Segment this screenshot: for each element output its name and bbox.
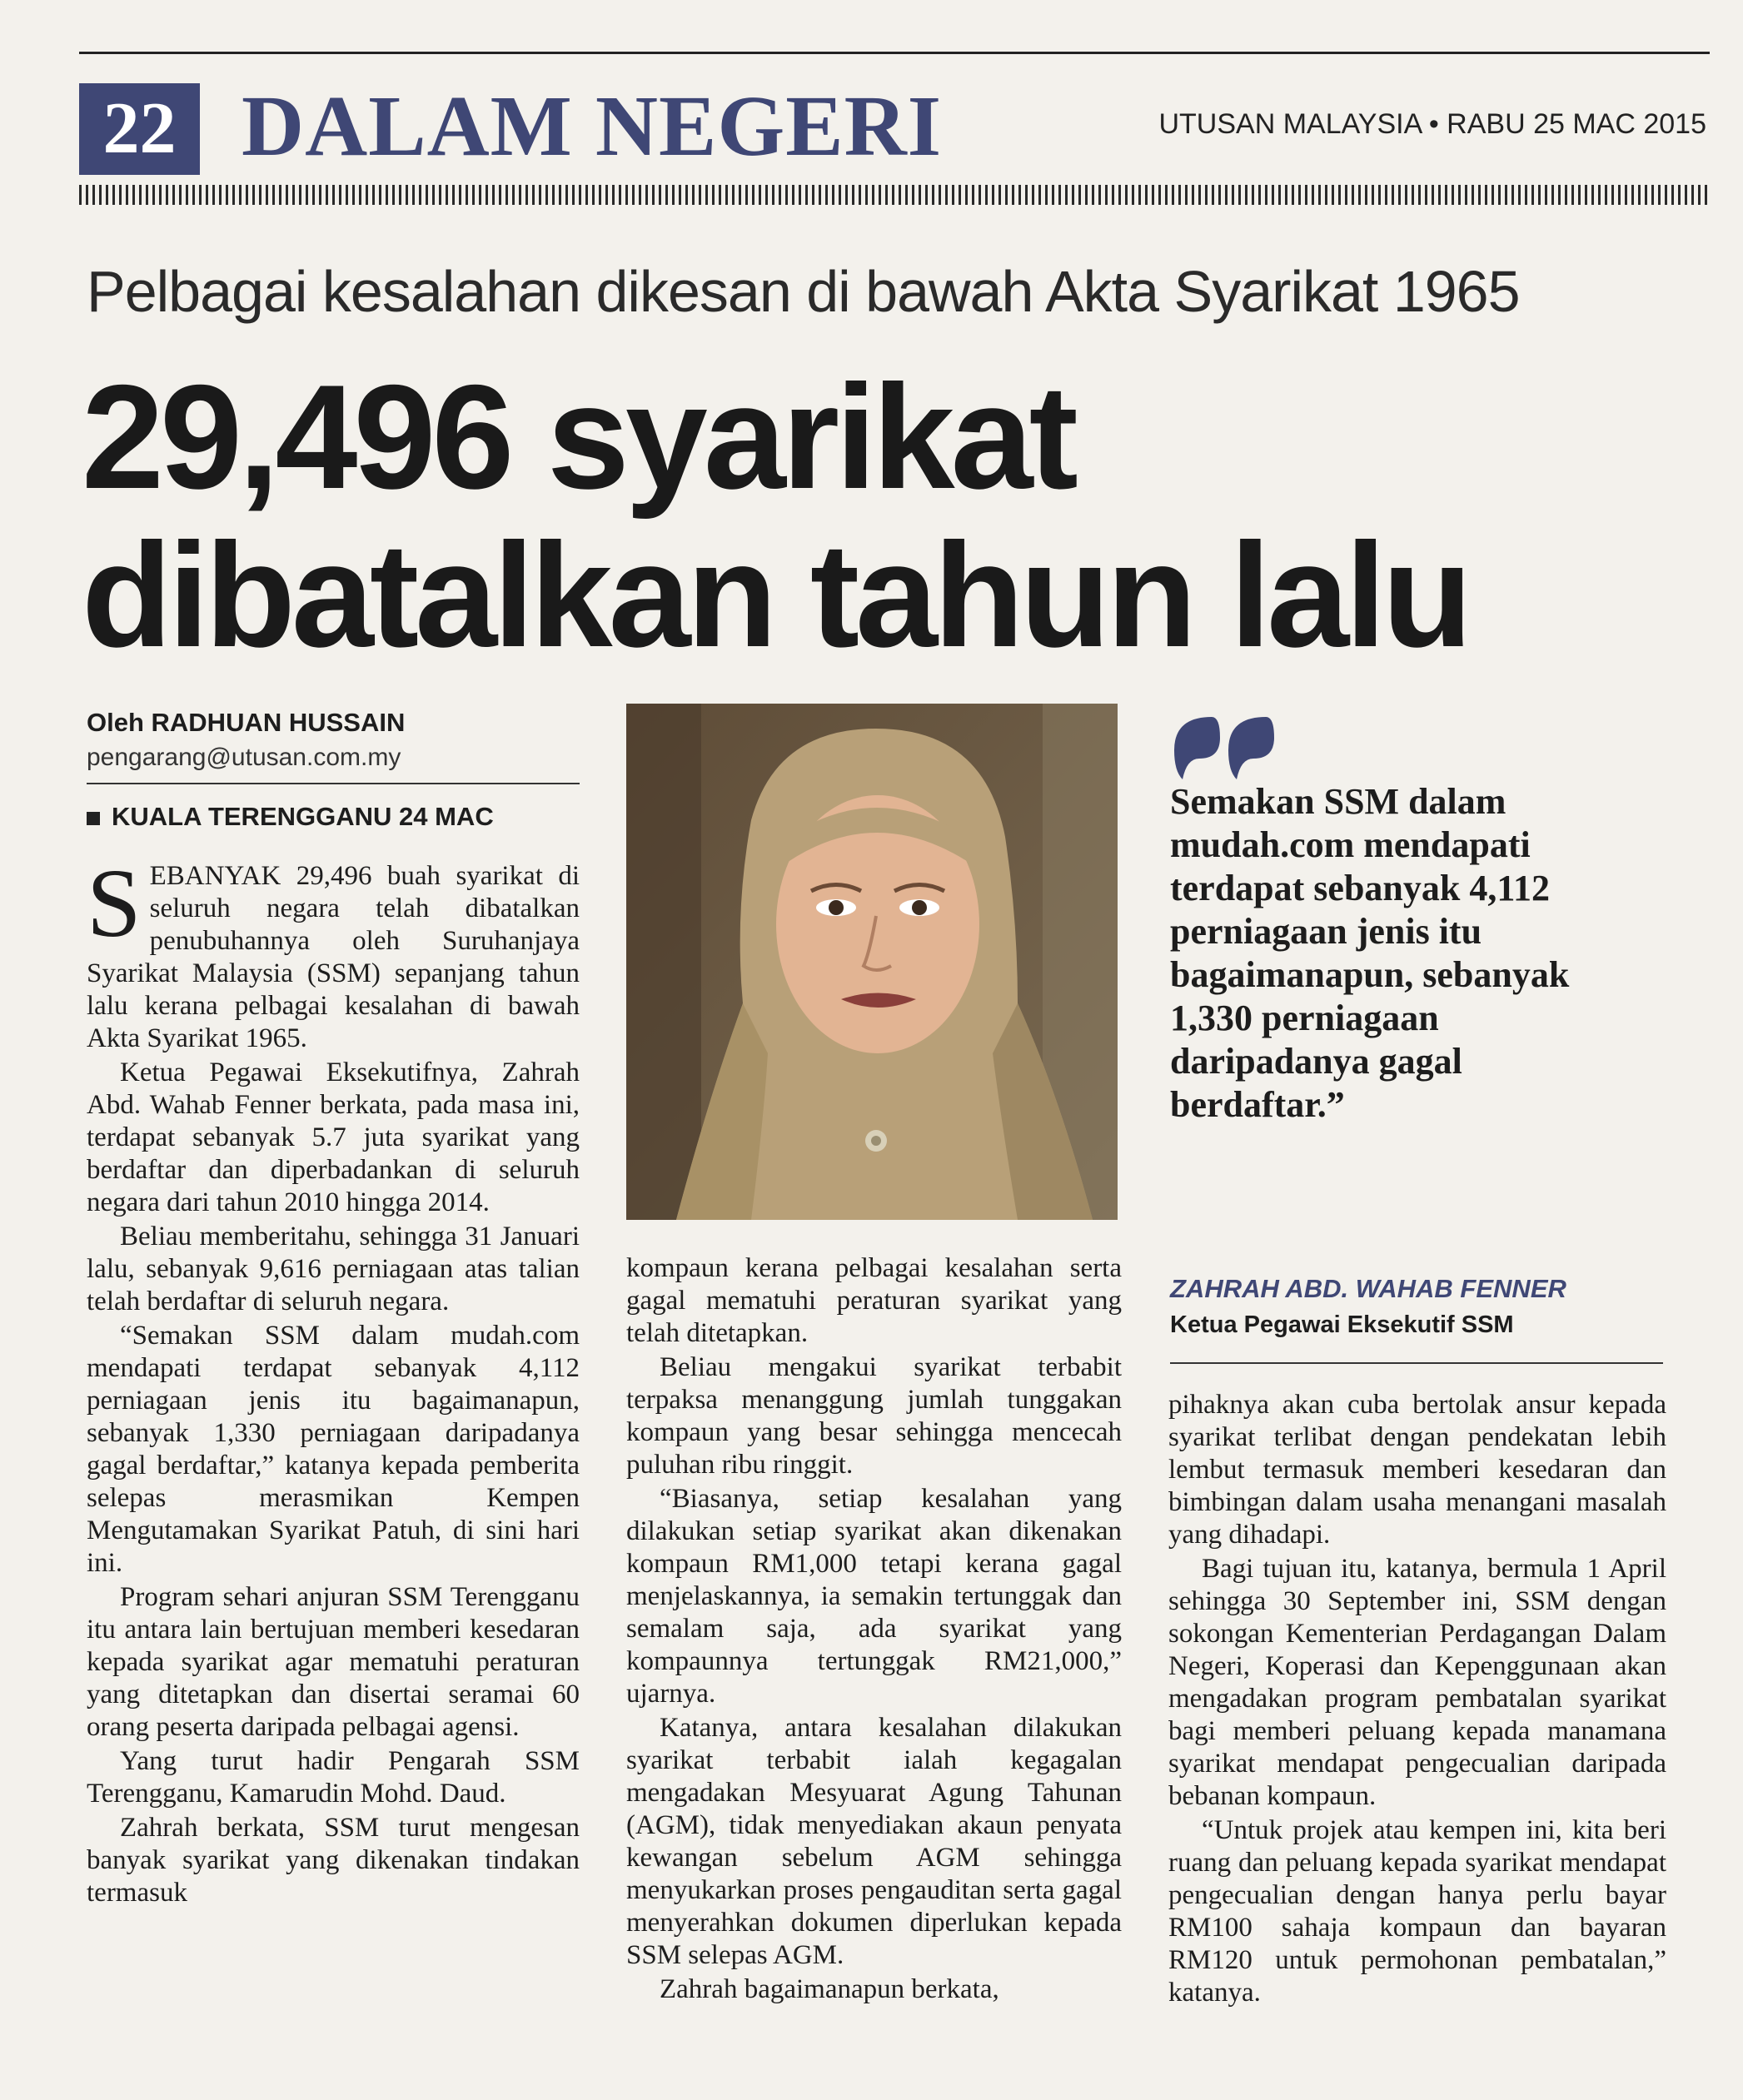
publication-date: UTUSAN MALAYSIA • RABU 25 MAC 2015 (1158, 108, 1706, 140)
article-paragraph: Zahrah berkata, SSM turut mengesan banyak syarikat yang dikenakan tindakan termasuk (87, 1813, 580, 1908)
portrait-illustration (626, 704, 1118, 1220)
portrait-photo (626, 704, 1118, 1220)
article-paragraph (87, 848, 580, 1055)
square-bullet-icon (87, 812, 100, 825)
article-paragraph: Beliau mengakui syarikat terbabit terpaksa menanggung jumlah tunggakan kompaun yang besar sehingga mencecah puluhan ribu ringgit. (626, 1352, 1122, 1480)
article-paragraph: Bagi tujuan itu, katanya, bermula 1 April sehingga 30 September ini, SSM dengan sokongan Kementerian Perdagangan Dalam Negeri, Koperasi dan Kepenggunaan akan mengadakan program pembatalan syarikat bagi memberi peluang kepada manamana syarikat mendapat pengecualian daripada bebanan kompaun. (1168, 1554, 1666, 1811)
pull-quote-attribution-name: ZAHRAH ABD. WAHAB FENNER (1170, 1274, 1566, 1303)
headline-line-2: dibatalkan tahun lalu (82, 512, 1469, 678)
headline-line-1: 29,496 syarikat (82, 354, 1074, 520)
pull-quote-divider (1170, 1362, 1663, 1364)
paragraph-text: EBANYAK 29,496 buah syarikat di seluruh negara telah dibatalkan penubuhannya oleh Suruhanjaya Syarikat Malaysia (SSM) sepanjang tahun lalu kerana pelbagai kesalahan di bawah Akta Syarikat 1965. (87, 861, 580, 1053)
article-paragraph: pihaknya akan cuba bertolak ansur kepada syarikat terlibat dengan pendekatan lebih lembut termasuk memberi kesedaran dan bimbingan dalam usaha menangani masalah yang dihadapi. (1168, 1390, 1666, 1550)
dateline-text: KUALA TERENGGANU 24 MAC (112, 802, 494, 831)
article-paragraph: “Untuk projek atau kempen ini, kita beri ruang dan peluang kepada syarikat mendapat pengecualian dengan hanya perlu bayar RM100 sahaja kompaun dan bayaran RM120 untuk permohonan pembatalan,” katanya. (1168, 1815, 1666, 2008)
article-paragraph: kompaun kerana pelbagai kesalahan serta gagal mematuhi peraturan syarikat yang telah ditetapkan. (626, 1253, 1122, 1348)
double-quote-icon (1170, 713, 1278, 788)
byline-divider (87, 783, 580, 784)
page-number: 22 (79, 83, 200, 175)
article-paragraph: “Biasanya, setiap kesalahan yang dilakukan setiap syarikat akan dikenakan kompaun RM1,000 tetapi kerana gagal menjelaskannya, ia semakin tertunggak dan semalam saja, ada syarikat yang kompaunnya tertunggak RM21,000,” ujarnya. (626, 1484, 1122, 1709)
section-title: DALAM NEGERI (242, 78, 943, 174)
article-column-2 (626, 1252, 1122, 2008)
byline: Oleh RADHUAN HUSSAIN (87, 708, 406, 737)
author-email: pengarang@utusan.com.my (87, 744, 401, 771)
article-paragraph: Program sehari anjuran SSM Terengganu itu antara lain bertujuan memberi kesedaran kepada syarikat agar mematuhi peraturan yang ditetapkan dan disertai seramai 60 orang peserta daripada pelbagai agensi. (87, 1582, 580, 1742)
article-paragraph: Yang turut hadir Pengarah SSM Terengganu, Kamarudin Mohd. Daud. (87, 1746, 580, 1809)
article-paragraph: Zahrah bagaimanapun berkata, (660, 1974, 999, 2004)
dateline (87, 802, 494, 832)
article-column-1 (87, 848, 580, 1911)
article-paragraph: “Semakan SSM dalam mudah.com mendapati terdapat sebanyak 4,112 perniagaan jenis itu bagaimanapun, sebanyak 1,330 perniagaan daripadanya gagal berdaftar,” katanya kepada pemberita selepas merasmikan Kempen Mengutamakan Syarikat Patuh, di sini hari ini. (87, 1321, 580, 1578)
drop-cap: S (87, 848, 142, 958)
article-paragraph: Katanya, antara kesalahan dilakukan syarikat terbabit ialah kegagalan mengadakan Mesyuarat Agung Tahunan (AGM), tidak menyediakan akaun penyata kewangan sebelum AGM sehingga menyukarkan proses pengauditan serta gagal menyerahkan dokumen diperlukan kepada SSM selepas AGM. (626, 1713, 1122, 1970)
article-column-3 (1168, 1389, 1666, 2011)
decorative-rule-band (79, 185, 1710, 205)
article-paragraph: Ketua Pegawai Eksekutifnya, Zahrah Abd. Wahab Fenner berkata, pada masa ini, terdapat sebanyak 5.7 juta syarikat yang berdaftar dan diperbadankan di seluruh negara dari tahun 2010 hingga 2014. (87, 1057, 580, 1217)
pull-quote-text: Semakan SSM dalam mudah.com mendapati terdapat sebanyak 4,112 perniagaan jenis itu bagaimanapun, sebanyak 1,330 perniagaan daripadanya gagal berdaftar.” (1170, 781, 1570, 1125)
article-kicker: Pelbagai kesalahan dikesan di bawah Akta Syarikat 1965 (87, 259, 1520, 324)
top-rule (79, 52, 1710, 54)
article-paragraph: Beliau memberitahu, sehingga 31 Januari lalu, sebanyak 9,616 perniagaan atas talian telah berdaftar di seluruh negara. (87, 1222, 580, 1316)
pull-quote-attribution-role: Ketua Pegawai Eksekutif SSM (1170, 1311, 1514, 1338)
